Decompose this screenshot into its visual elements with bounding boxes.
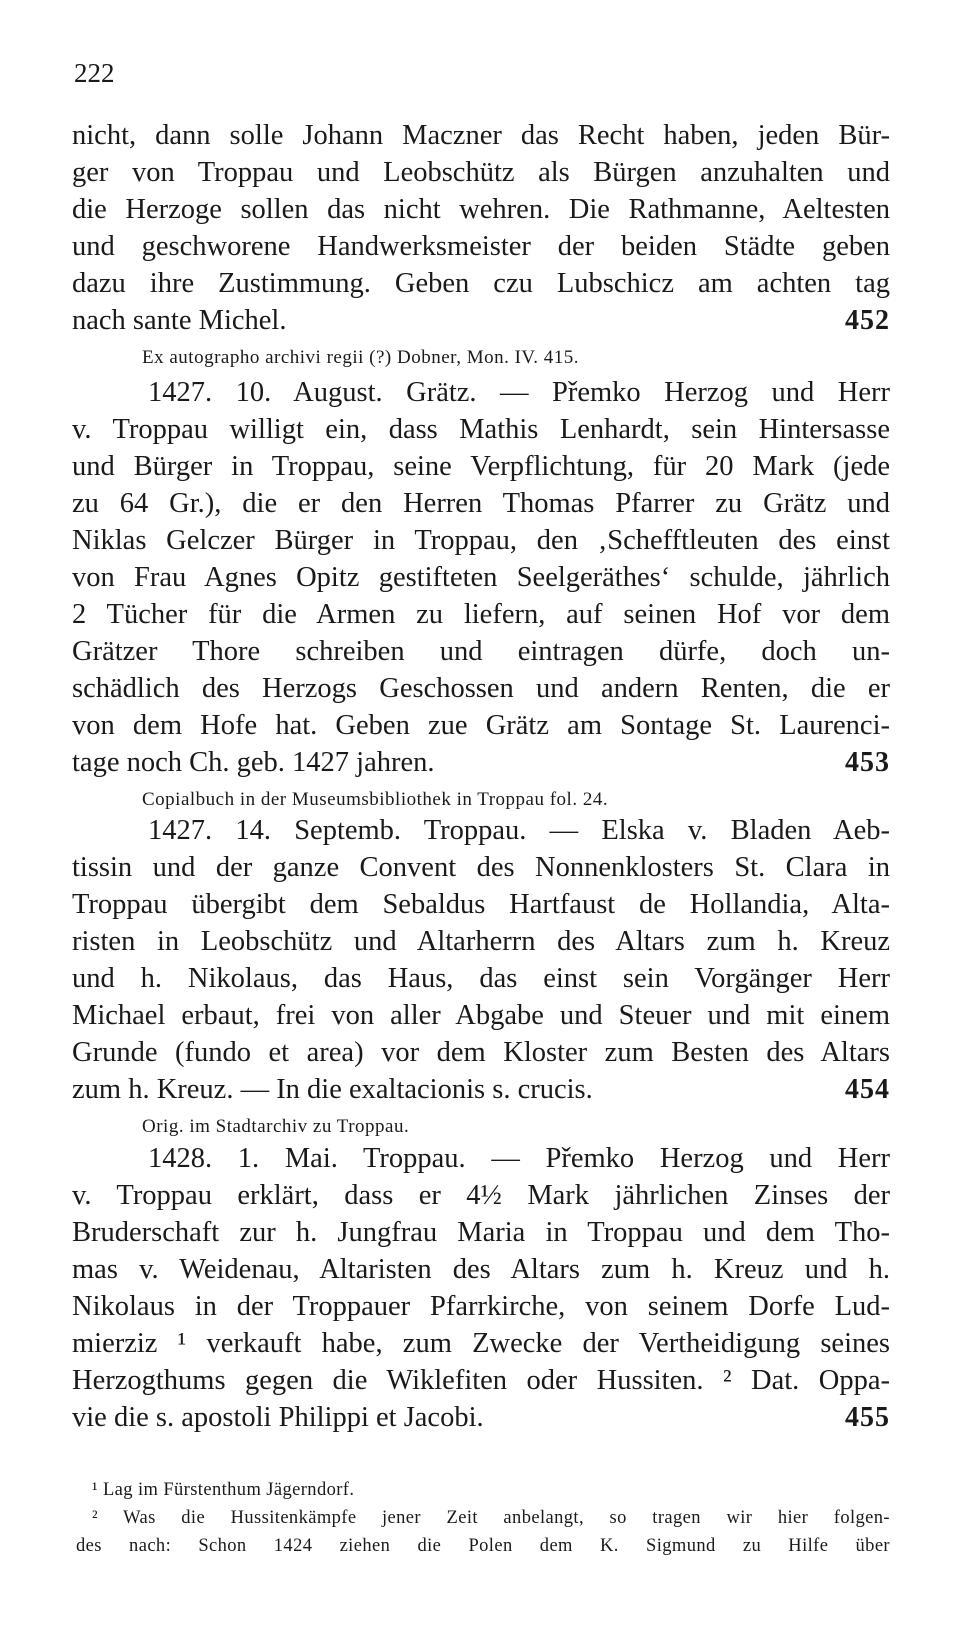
footnote: ² Was die Hussitenkämpfe jener Zeit anbelangt, so tragen wir hier folgen- [92, 1508, 890, 1528]
source-citation: Ex autographo archivi regii (?) Dobner, Mon. IV. 415. [142, 347, 579, 368]
text-line [72, 1399, 890, 1436]
text-line: schädlich des Herzogs Geschossen und andern Renten, die er [72, 673, 890, 704]
text-line-content: zum h. Kreuz. — In die exaltacionis s. crucis. [72, 1074, 593, 1105]
footnotes [76, 1476, 890, 1560]
page-number: 222 [74, 58, 115, 88]
entry-452 [72, 117, 890, 373]
entry-heading-line: 1427. 10. August. Grätz. — Přemko Herzog und Herr [148, 377, 890, 408]
text-line: zu 64 Gr.), die er den Herren Thomas Pfarrer zu Grätz und [72, 488, 890, 519]
entry-number: 455 [845, 1402, 890, 1433]
text-line: von Frau Agnes Opitz gestifteten Seelgeräthes‘ schulde, jährlich [72, 562, 890, 593]
entry-453 [72, 374, 890, 815]
text-line: risten in Leobschütz und Altarherrn des Altars zum h. Kreuz [72, 926, 890, 957]
text-line: Bruderschaft zur h. Jungfrau Maria in Troppau und dem Tho- [72, 1217, 890, 1248]
text-line: mas v. Weidenau, Altaristen des Altars zum h. Kreuz und h. [72, 1254, 890, 1285]
text-line: v. Troppau willigt ein, dass Mathis Lenhardt, sein Hintersasse [72, 414, 890, 445]
text-line: Nikolaus in der Troppauer Pfarrkirche, von seinem Dorfe Lud- [72, 1291, 890, 1322]
entry-number: 454 [845, 1074, 890, 1105]
text-line: dazu ihre Zustimmung. Geben czu Lubschicz am achten tag [72, 268, 890, 299]
text-line: und Bürger in Troppau, seine Verpflichtung, für 20 Mark (jede [72, 451, 890, 482]
text-line: Herzogthums gegen die Wiklefiten oder Hussiten. ² Dat. Oppa- [72, 1365, 890, 1396]
text-line-content: vie die s. apostoli Philippi et Jacobi. [72, 1402, 484, 1433]
source-citation: Orig. im Stadtarchiv zu Troppau. [142, 1116, 410, 1137]
text-line: die Herzoge sollen das nicht wehren. Die Rathmanne, Aeltesten [72, 194, 890, 225]
text-line: ger von Troppau und Leobschütz als Bürgen anzuhalten und [72, 157, 890, 188]
text-line: und geschworene Handwerksmeister der beiden Städte geben [72, 231, 890, 262]
entry-455 [72, 1140, 890, 1436]
text-line [72, 302, 890, 339]
text-line-content: nach sante Michel. [72, 305, 287, 336]
text-line-content: tage noch Ch. geb. 1427 jahren. [72, 747, 435, 778]
text-line: Grätzer Thore schreiben und eintragen dürfe, doch un- [72, 636, 890, 667]
text-line: und h. Nikolaus, das Haus, das einst sein Vorgänger Herr [72, 963, 890, 994]
text-line: nicht, dann solle Johann Maczner das Recht haben, jeden Bür- [72, 120, 890, 151]
entry-number: 452 [845, 305, 890, 336]
entry-heading-line: 1427. 14. Septemb. Troppau. — Elska v. Bladen Aeb- [148, 815, 890, 846]
text-line: 2 Tücher für die Armen zu liefern, auf seinen Hof vor dem [72, 599, 890, 630]
entry-heading-line: 1428. 1. Mai. Troppau. — Přemko Herzog und Herr [148, 1143, 890, 1174]
text-line: Niklas Gelczer Bürger in Troppau, den ‚Schefftleuten des einst [72, 525, 890, 556]
text-line: tissin und der ganze Convent des Nonnenklosters St. Clara in [72, 852, 890, 883]
text-line: Michael erbaut, frei von aller Abgabe und Steuer und mit einem [72, 1000, 890, 1031]
source-citation: Copialbuch in der Museumsbibliothek in Troppau fol. 24. [142, 789, 609, 810]
footnote-continuation: des nach: Schon 1424 ziehen die Polen dem K. Sigmund zu Hilfe über [76, 1536, 890, 1556]
text-line: Troppau übergibt dem Sebaldus Hartfaust de Hollandia, Alta- [72, 889, 890, 920]
footnote: ¹ Lag im Fürstenthum Jägerndorf. [92, 1480, 355, 1500]
text-line: Grunde (fundo et area) vor dem Kloster zum Besten des Altars [72, 1037, 890, 1068]
entry-number: 453 [845, 747, 890, 778]
text-line: von dem Hofe hat. Geben zue Grätz am Sontage St. Laurenci- [72, 710, 890, 741]
text-line: v. Troppau erklärt, dass er 4½ Mark jährlichen Zinses der [72, 1180, 890, 1211]
text-line [72, 744, 890, 781]
text-line [72, 1071, 890, 1108]
text-line: mierziz ¹ verkauft habe, zum Zwecke der Vertheidigung seines [72, 1328, 890, 1359]
entry-454 [72, 812, 890, 1142]
